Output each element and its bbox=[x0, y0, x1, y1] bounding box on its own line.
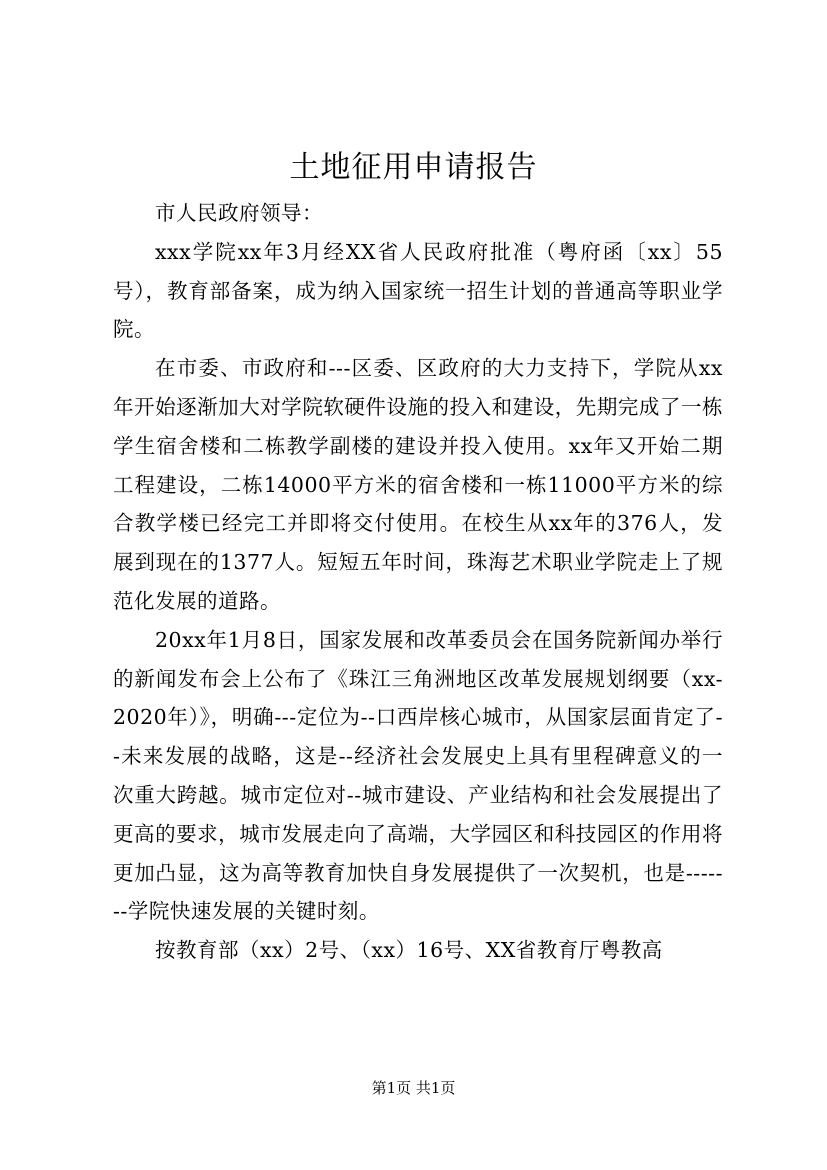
paragraph-4: 按教育部（xx）2号、（xx）16号、XX省教育厅粤教高 bbox=[155, 938, 663, 963]
paragraph-1: xxx学院xx年3月经XX省人民政府批准（粤府函〔xx〕55号），教育部备案，成为纳入国家统一招生计划的普通高等职业学院。 bbox=[113, 239, 723, 342]
page-footer: 第1页 共1页 bbox=[371, 1079, 456, 1097]
document-title: 土地征用申请报告 bbox=[289, 150, 538, 185]
salutation: 市人民政府领导： bbox=[155, 201, 323, 225]
paragraph-2: 在市委、市政府和---区委、区政府的大力支持下，学院从xx年开始逐渐加大对学院软硬件设施的投入和建设，先期完成了一栋学生宿舍楼和二栋教学副楼的建设并投入使用。xx年又开始二期工程建设，二栋14000平方米的宿舍楼和一栋11000平方米的综合教学楼已经完工并即将交付使用。在校生从xx年的376人，发展到现在的1377人。短短五年时间，珠海艺术职业学院走上了规范化发展的道路。 bbox=[113, 356, 723, 613]
document-body bbox=[113, 194, 723, 970]
paragraph-3: 20xx年1月8日，国家发展和改革委员会在国务院新闻办举行的新闻发布会上公布了《珠江三角洲地区改革发展规划纲要（xx-2020年）》，明确---定位为--口西岸核心城市，从国家层面肯定了--未来发展的战略，这是--经济社会发展史上具有里程碑意义的一次重大跨越。城市定位对--城市建设、产业结构和社会发展提出了更高的要求，城市发展走向了高端，大学园区和科技园区的作用将更加凸显，这为高等教育加快自身发展提供了一次契机，也是-------学院快速发展的关键时刻。 bbox=[113, 627, 723, 924]
